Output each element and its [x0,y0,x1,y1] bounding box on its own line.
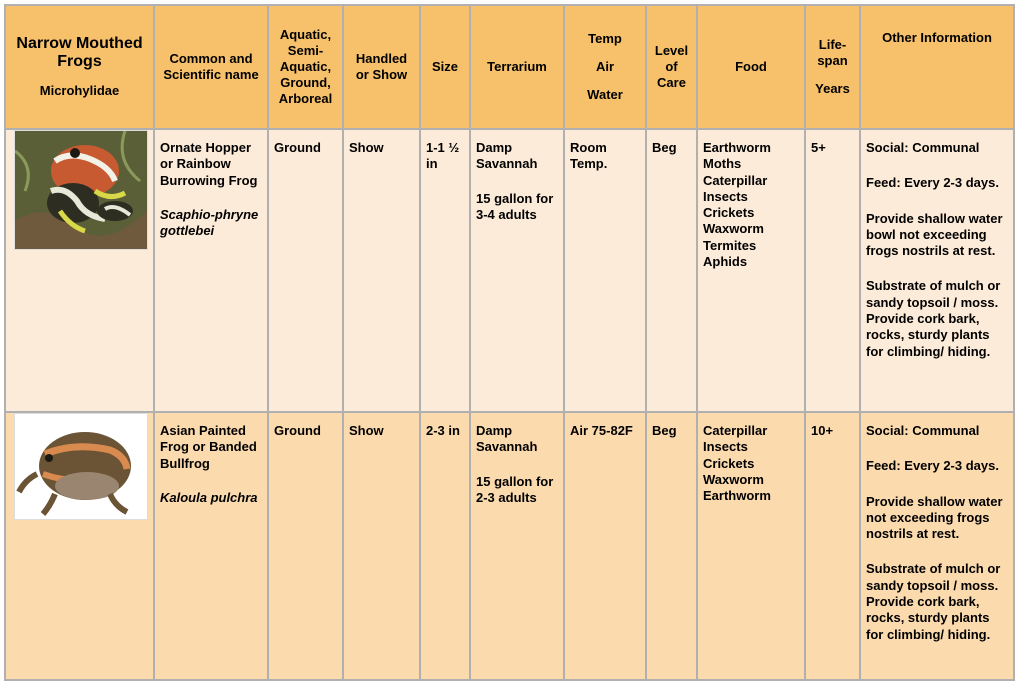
header-lifespan-line1: Life-span [817,37,848,68]
header-name: Common and Scientific name [155,6,267,128]
food-item: Caterpillar [703,423,768,438]
lifespan-cell: 5+ [806,130,859,411]
food-item: Caterpillar [703,172,768,188]
header-temp [565,6,645,128]
header-other: Other Information [861,6,1013,128]
header-food: Food [698,6,804,128]
table-row [6,130,1013,411]
terrarium-tank: 15 gallon for 3-4 adults [476,190,554,222]
other-info-paragraph: Feed: Every 2-3 days. [866,175,999,191]
header-row [6,6,1013,128]
habitat-cell: Ground [269,413,342,679]
terrarium-cell [471,413,563,679]
frog-image-cell [6,413,153,679]
common-name: Ornate Hopper or Rainbow Burrowing Frog [160,140,258,188]
header-care: Level of Care [647,6,696,128]
terrarium-cell [471,130,563,411]
frog-name-cell [155,413,267,679]
food-item: Crickets [703,455,755,471]
common-name: Asian Painted Frog or Banded Bullfrog [160,423,257,471]
handled-cell: Show [344,413,419,679]
other-info-cell [861,130,1013,411]
other-info-paragraph: Feed: Every 2-3 days. [866,458,999,474]
header-size: Size [421,6,469,128]
header-family-latin: Microhylidae [39,83,120,98]
handled-cell: Show [344,130,419,411]
food-cell [698,413,804,679]
terrarium-type: Damp Savannah [476,140,538,172]
frog-image-cell [6,130,153,411]
header-temp-line1: Temp [588,31,622,46]
header-lifespan [806,6,859,128]
ornate-hopper-frog-photo-icon [14,130,148,250]
care-cell: Beg [647,413,696,679]
other-info-paragraph: Provide shallow water not exceeding frogs nostrils at rest. [866,493,1003,542]
header-handled: Handled or Show [344,6,419,128]
header-temp-line3: Water [587,87,623,102]
header-terrarium: Terrarium [471,6,563,128]
frog-illustration [15,414,147,519]
other-info-paragraph: Social: Communal [866,140,980,155]
other-info-paragraph: Social: Communal [866,423,980,438]
terrarium-type: Damp Savannah [476,423,538,455]
food-item: Earthworm [703,488,771,504]
frog-care-table [4,4,1015,681]
header-family [6,6,153,128]
temp-cell: Air 75-82F [565,413,645,679]
size-cell: 1-1 ½ in [421,130,469,411]
habitat-cell: Ground [269,130,342,411]
other-info-paragraph: Provide shallow water bowl not exceeding frogs nostrils at rest. [866,210,1003,259]
terrarium-tank: 15 gallon for 2-3 adults [476,473,554,505]
size-cell: 2-3 in [421,413,469,679]
scientific-name: Scaphio-phryne gottlebei [160,206,259,239]
scientific-name: Kaloula pulchra [160,489,258,505]
food-item: Crickets [703,205,755,221]
food-item: Waxworm [703,471,764,487]
header-lifespan-line2: Years [815,81,850,96]
frog-illustration [15,131,147,249]
food-item: Waxworm [703,221,764,237]
food-item: Earthworm [703,140,771,155]
food-item: Moths [703,156,742,172]
other-info-cell [861,413,1013,679]
header-family-title: Narrow Mouthed Frogs [16,35,143,70]
care-cell: Beg [647,130,696,411]
other-info-paragraph: Substrate of mulch or sandy topsoil / moss. Provide cork bark, rocks, sturdy plants for climbing/ hiding. [866,561,1001,642]
lifespan-cell: 10+ [806,413,859,679]
header-habitat: Aquatic, Semi-Aquatic, Ground, Arboreal [269,6,342,128]
food-item: Insects [703,439,748,455]
table-row [6,413,1013,679]
temp-cell: Room Temp. [565,130,645,411]
asian-painted-frog-photo-icon [14,413,148,520]
frog-name-cell [155,130,267,411]
other-info-paragraph: Substrate of mulch or sandy topsoil / moss. Provide cork bark, rocks, sturdy plants for climbing/ hiding. [866,278,1001,359]
food-item: Termites [703,237,757,253]
food-item: Insects [703,188,748,204]
food-cell [698,130,804,411]
header-temp-line2: Air [595,59,615,74]
food-item: Aphids [703,254,748,270]
